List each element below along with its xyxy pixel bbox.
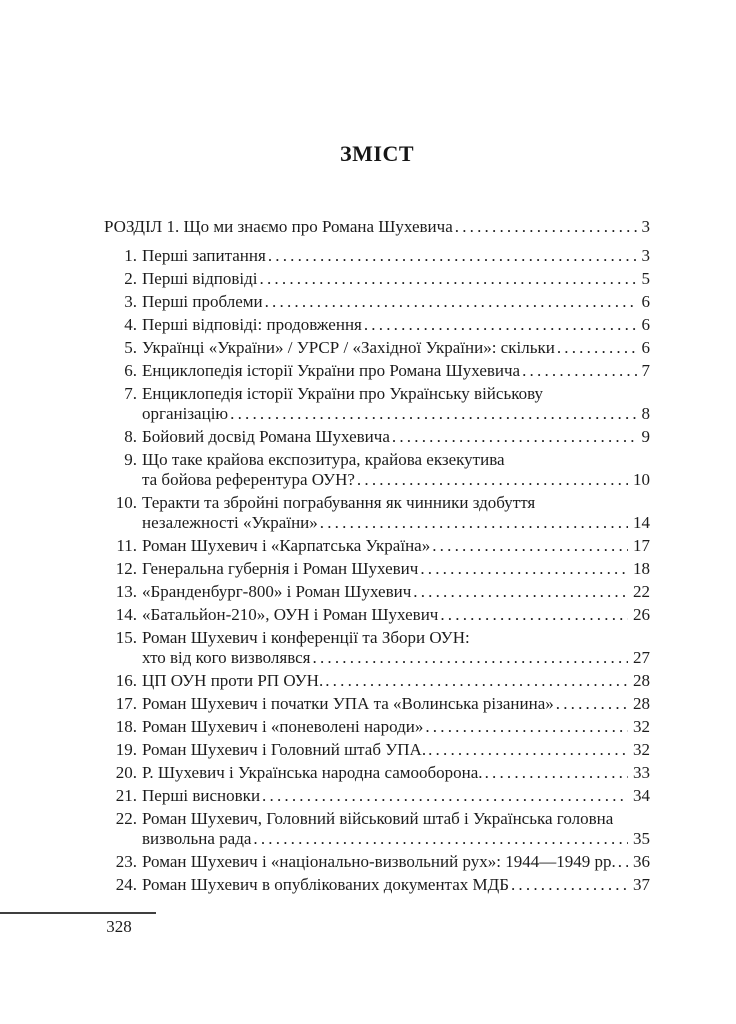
- dot-leader: [453, 217, 637, 237]
- entry-number: 16.: [115, 671, 137, 690]
- entry-title: Що таке крайова експозитура, крайова екзекутива: [142, 450, 505, 469]
- dot-leader: [554, 694, 628, 714]
- entry-page-number: 36: [633, 852, 650, 871]
- dot-leader: [418, 559, 628, 579]
- entry-number: 7.: [124, 384, 137, 403]
- entry-page-number: 35: [633, 829, 650, 848]
- entry-page-number: 6: [641, 292, 650, 311]
- entry-title: Теракти та збройні пограбування як чинники здобуття: [142, 493, 536, 512]
- entry-title-continued: та бойова референтура ОУН?: [142, 470, 355, 489]
- entry-number: 24.: [115, 875, 137, 894]
- toc-entry: [104, 246, 650, 266]
- entry-number: 3.: [124, 292, 137, 311]
- dot-leader: [616, 852, 628, 872]
- entry-number: 13.: [115, 582, 137, 601]
- entry-title: Перші запитання: [142, 246, 266, 265]
- entry-page-number: 27: [633, 648, 650, 667]
- entry-page-number: 22: [633, 582, 650, 601]
- toc-entry: [104, 763, 650, 783]
- entry-number: 11.: [116, 536, 137, 555]
- toc-entry: [104, 338, 650, 358]
- entry-title: Роман Шухевич і «Карпатська Україна»: [142, 536, 431, 555]
- entry-page-number: 34: [633, 786, 650, 805]
- dot-leader: [311, 648, 629, 668]
- entry-number: 2.: [124, 269, 137, 288]
- dot-leader: [355, 470, 628, 490]
- toc-entry-list: [104, 246, 650, 895]
- table-of-contents: [104, 217, 650, 895]
- page-title: ЗМІСТ: [340, 141, 414, 166]
- entry-title: Роман Шухевич, Головний військовий штаб і Українська головна: [142, 809, 614, 828]
- entry-number: 18.: [115, 717, 137, 736]
- entry-number: 6.: [124, 361, 137, 380]
- chapter-page-number: 3: [641, 217, 650, 236]
- entry-title: Енциклопедія історії України про Романа Шухевича: [142, 361, 521, 380]
- entry-title: Генеральна губернія і Роман Шухевич: [142, 559, 419, 578]
- entry-number: 1.: [124, 246, 137, 265]
- entry-title: Перші висновки: [142, 786, 261, 805]
- toc-entry: [104, 559, 650, 579]
- dot-leader: [251, 829, 628, 849]
- entry-title: Роман Шухевич і початки УПА та «Волинська різанина»: [142, 694, 554, 713]
- entry-number: 21.: [115, 786, 137, 805]
- toc-entry: [104, 269, 650, 289]
- entry-page-number: 37: [633, 875, 650, 894]
- entry-title: «Бранденбург-800» і Роман Шухевич: [142, 582, 412, 601]
- entry-number: 10.: [115, 493, 137, 512]
- entry-page-number: 14: [633, 513, 650, 532]
- toc-entry: [104, 292, 650, 312]
- dot-leader: [423, 717, 628, 737]
- entry-number: 17.: [115, 694, 137, 713]
- entry-page-number: 28: [633, 694, 650, 713]
- dot-leader: [520, 361, 636, 381]
- entry-number: 15.: [115, 628, 137, 647]
- entry-number: 22.: [115, 809, 137, 828]
- entry-page-number: 26: [633, 605, 650, 624]
- toc-entry: [104, 786, 650, 806]
- toc-entry: [104, 628, 650, 668]
- entry-title: Українці «України» / УРСР / «Західної України»: скільки: [142, 338, 555, 357]
- entry-title: ЦП ОУН проти РП ОУН.: [142, 671, 324, 690]
- dot-leader: [555, 338, 637, 358]
- entry-title: Енциклопедія історії України про Українську військову: [142, 384, 544, 403]
- entry-number: 8.: [124, 427, 137, 446]
- chapter-title: РОЗДІЛ 1. Що ми знаємо про Романа Шухевича: [104, 217, 453, 236]
- entry-page-number: 28: [633, 671, 650, 690]
- entry-title: Перші відповіді: продовження: [142, 315, 362, 334]
- entry-title-continued: хто від кого визволявся: [142, 648, 311, 667]
- dot-leader: [263, 292, 637, 312]
- entry-title: Перші проблеми: [142, 292, 263, 311]
- entry-title: Роман Шухевич і конференції та Збори ОУН:: [142, 628, 470, 647]
- folio-page-number: 328: [106, 917, 132, 936]
- entry-title: Бойовий досвід Романа Шухевича: [142, 427, 390, 446]
- entry-title-continued: незалежності «України»: [142, 513, 318, 532]
- toc-entry: [104, 450, 650, 490]
- dot-leader: [438, 605, 628, 625]
- entry-number: 9.: [124, 450, 137, 469]
- dot-leader: [266, 246, 637, 266]
- dot-leader: [411, 582, 628, 602]
- entry-page-number: 32: [633, 740, 650, 759]
- toc-entry: [104, 740, 650, 760]
- entry-title: Перші відповіді: [142, 269, 258, 288]
- toc-entry: [104, 315, 650, 335]
- toc-entry: [104, 852, 650, 872]
- entry-title-continued: організацію: [142, 404, 229, 423]
- entry-number: 12.: [115, 559, 137, 578]
- entry-title: Роман Шухевич в опублікованих документах МДБ: [142, 875, 509, 894]
- entry-title: Роман Шухевич і Головний штаб УПА.: [142, 740, 427, 759]
- toc-entry: [104, 809, 650, 849]
- entry-number: 14.: [115, 605, 137, 624]
- entry-page-number: 10: [633, 470, 650, 489]
- toc-entry: [104, 582, 650, 602]
- entry-page-number: 8: [641, 404, 650, 423]
- toc-entry: [104, 875, 650, 895]
- entry-number: 23.: [115, 852, 137, 871]
- dot-leader: [509, 875, 628, 895]
- entry-page-number: 33: [633, 763, 650, 782]
- dot-leader: [430, 536, 628, 556]
- dot-leader: [426, 740, 628, 760]
- dot-leader: [228, 404, 636, 424]
- dot-leader: [258, 269, 637, 289]
- entry-page-number: 6: [641, 315, 650, 334]
- dot-leader: [362, 315, 637, 335]
- entry-title: Роман Шухевич і «національно-визвольний рух»: 1944—1949 рр.: [142, 852, 616, 871]
- dot-leader: [390, 427, 637, 447]
- toc-entry: [104, 361, 650, 381]
- entry-number: 20.: [115, 763, 137, 782]
- entry-page-number: 17: [633, 536, 650, 555]
- entry-title: Роман Шухевич і «поневолені народи»: [142, 717, 424, 736]
- toc-entry: [104, 717, 650, 737]
- entry-page-number: 7: [641, 361, 650, 380]
- entry-page-number: 5: [641, 269, 650, 288]
- entry-title: Р. Шухевич і Українська народна самооборона.: [142, 763, 483, 782]
- toc-entry: [104, 694, 650, 714]
- toc-entry: [104, 493, 650, 533]
- dot-leader: [260, 786, 628, 806]
- entry-page-number: 18: [633, 559, 650, 578]
- dot-leader: [318, 513, 628, 533]
- toc-entry: [104, 671, 650, 691]
- toc-entry: [104, 605, 650, 625]
- dot-leader: [323, 671, 628, 691]
- entry-number: 19.: [115, 740, 137, 759]
- dot-leader: [483, 763, 628, 783]
- entry-page-number: 3: [641, 246, 650, 265]
- toc-entry: [104, 427, 650, 447]
- entry-page-number: 6: [641, 338, 650, 357]
- entry-page-number: 32: [633, 717, 650, 736]
- toc-entry: [104, 536, 650, 556]
- entry-title-continued: визвольна рада: [142, 829, 252, 848]
- footer-rule: [0, 912, 156, 914]
- entry-title: «Батальйон-210», ОУН і Роман Шухевич: [142, 605, 439, 624]
- entry-page-number: 9: [641, 427, 650, 446]
- toc-entry: [104, 384, 650, 424]
- entry-number: 4.: [124, 315, 137, 334]
- entry-number: 5.: [124, 338, 137, 357]
- toc-chapter-row: [104, 217, 650, 237]
